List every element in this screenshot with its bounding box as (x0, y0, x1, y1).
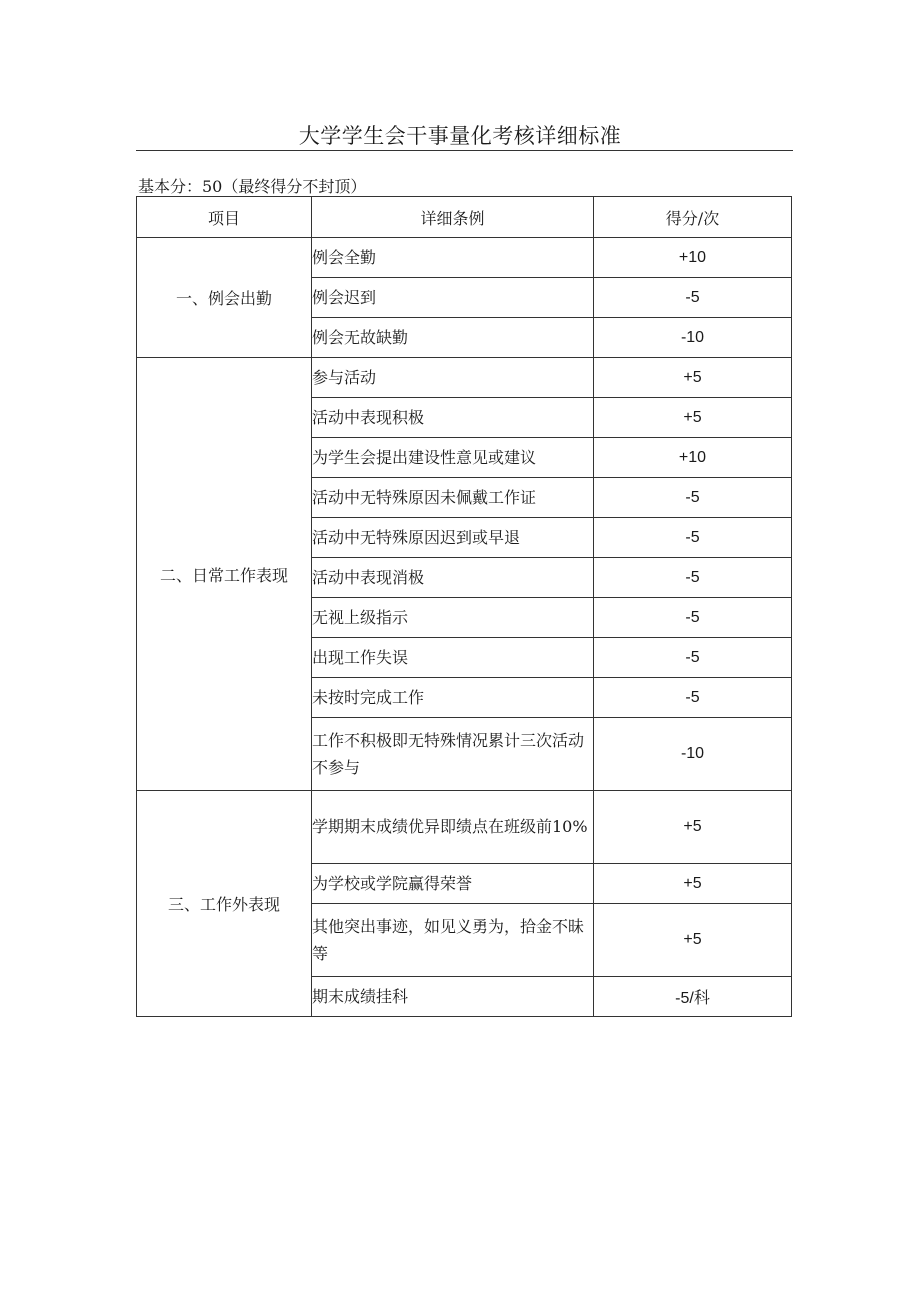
detail-cell: 其他突出事迹，如见义勇为，拾金不昧等 (312, 904, 594, 977)
score-cell: +5 (594, 864, 792, 904)
score-cell: -5 (594, 278, 792, 318)
score-cell: -10 (594, 718, 792, 791)
detail-cell: 未按时完成工作 (312, 678, 594, 718)
detail-cell: 例会迟到 (312, 278, 594, 318)
detail-cell: 期末成绩挂科 (312, 977, 594, 1017)
score-cell: +10 (594, 438, 792, 478)
document-title: 大学学生会干事量化考核详细标准 (298, 124, 622, 148)
table-header-row (137, 197, 792, 238)
score-cell: +10 (594, 238, 792, 278)
detail-cell: 参与活动 (312, 358, 594, 398)
detail-cell: 工作不积极即无特殊情况累计三次活动不参与 (312, 718, 594, 791)
table-row (137, 791, 792, 864)
detail-cell: 为学校或学院赢得荣誉 (312, 864, 594, 904)
score-cell: +5 (594, 904, 792, 977)
detail-cell: 例会全勤 (312, 238, 594, 278)
assessment-table (136, 196, 792, 1017)
score-cell: +5 (594, 358, 792, 398)
score-cell: +5 (594, 398, 792, 438)
detail-cell: 活动中无特殊原因未佩戴工作证 (312, 478, 594, 518)
detail-cell: 例会无故缺勤 (312, 318, 594, 358)
header-score: 得分/次 (594, 197, 792, 238)
category-cell: 二、日常工作表现 (137, 358, 312, 791)
title-underline (136, 150, 793, 151)
header-detail: 详细条例 (312, 197, 594, 238)
score-cell: -5 (594, 638, 792, 678)
detail-cell: 活动中表现积极 (312, 398, 594, 438)
detail-cell: 无视上级指示 (312, 598, 594, 638)
score-cell: -5 (594, 518, 792, 558)
table-row (137, 358, 792, 398)
detail-cell: 学期期末成绩优异即绩点在班级前10% (312, 791, 594, 864)
category-cell: 一、例会出勤 (137, 238, 312, 358)
score-cell: -5/科 (594, 977, 792, 1017)
detail-cell: 活动中表现消极 (312, 558, 594, 598)
score-cell: -5 (594, 678, 792, 718)
detail-cell: 出现工作失误 (312, 638, 594, 678)
detail-cell: 为学生会提出建设性意见或建议 (312, 438, 594, 478)
score-cell: -5 (594, 558, 792, 598)
score-cell: -10 (594, 318, 792, 358)
table-row (137, 238, 792, 278)
score-cell: -5 (594, 478, 792, 518)
header-item: 项目 (137, 197, 312, 238)
basic-score-note: 基本分：50（最终得分不封顶） (138, 177, 367, 196)
category-cell: 三、工作外表现 (137, 791, 312, 1017)
score-cell: -5 (594, 598, 792, 638)
detail-cell: 活动中无特殊原因迟到或早退 (312, 518, 594, 558)
score-cell: +5 (594, 791, 792, 864)
